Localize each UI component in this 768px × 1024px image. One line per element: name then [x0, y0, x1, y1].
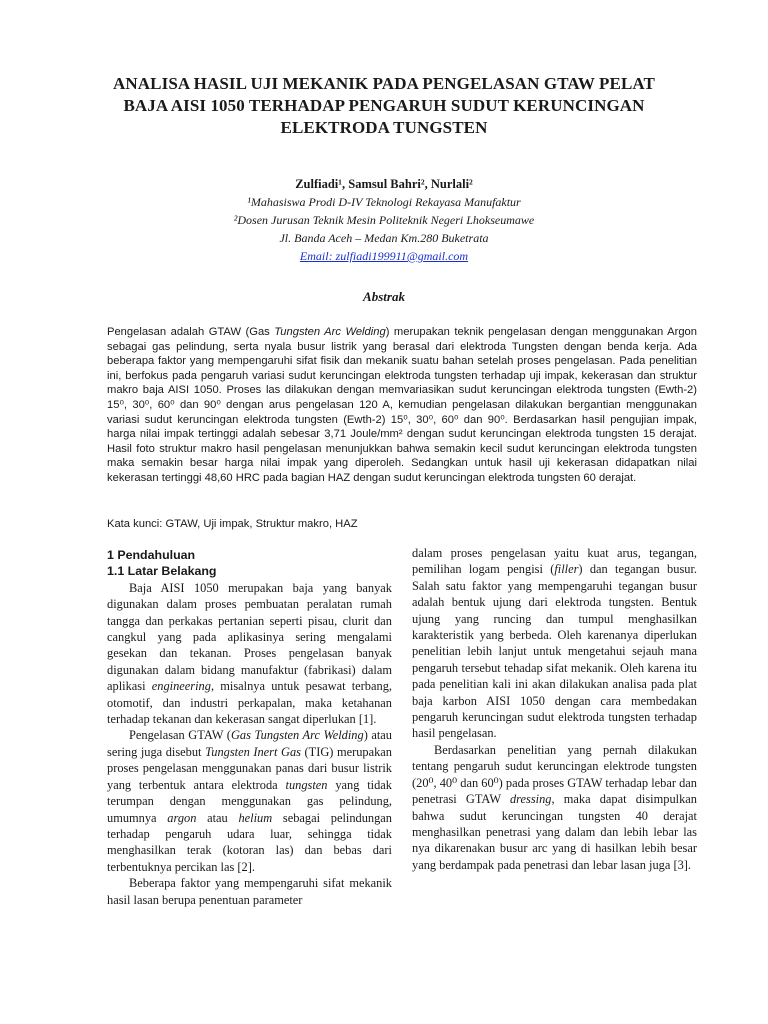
keywords: Kata kunci: GTAW, Uji impak, Struktur makro, HAZ [107, 518, 358, 530]
emphasis: filler [554, 562, 579, 577]
left-column [107, 545, 392, 908]
text: atau [196, 810, 239, 825]
title-line: ELEKTRODA TUNGSTEN [280, 118, 488, 137]
text: ) atau sering juga disebut [107, 728, 393, 759]
emphasis: Tungsten Inert Gas [205, 744, 301, 759]
section-heading: 1 Pendahuluan [107, 548, 196, 562]
text: Pengelasan GTAW ( [129, 728, 231, 743]
emphasis: engineering [151, 679, 211, 694]
affiliation-1: ¹Mahasiswa Prodi D-IV Teknologi Rekayasa Manufaktur [247, 195, 521, 209]
text: (TIG) merupakan proses pengelasan menggunakan panas dari busur listrik yang terbentuk antara elektroda [107, 744, 393, 792]
text: Berdasarkan penelitian yang pernah dilakukan tentang pengaruh sudut keruncingan elektrode tungsten (20⁰, 40⁰ dan 60⁰) pada proses GTAW terhadap lebar dan penetrasi GTAW [412, 742, 697, 807]
title-line: ANALISA HASIL UJI MEKANIK PADA PENGELASAN GTAW PELAT [113, 74, 655, 93]
emphasis: Gas Tungsten Arc Welding [230, 728, 364, 743]
abstract-heading: Abstrak [363, 289, 405, 304]
text: Baja AISI 1050 merupakan baja yang banyak digunakan dalam proses pembuatan peralatan rumah tangga dan perkakas pertanian seperti pisau, clurit dan cangkul yang pada aplikasinya sering mengalami gesekan dan tekanan. Proses pengelasan banyak digunakan dalam bidang manufaktur (fabrikasi) dalam aplikasi [107, 580, 392, 694]
author-names: Zulfiadi¹, Samsul Bahri², Nurlali² [295, 177, 473, 191]
author-email-link[interactable]: Email: zulfiadi199911@gmail.com [299, 249, 469, 263]
address: Jl. Banda Aceh – Medan Km.280 Buketrata [279, 231, 489, 245]
text: sebagai pelindungan terhadap pengaruh udara luar, sehingga tidak menghasilkan terak (kotoran las) dan bebas dari terbentuknya percikan las [2]. [107, 810, 393, 874]
abstract-text-part: Pengelasan adalah GTAW (Gas [107, 326, 275, 338]
text: yang tidak terumpan dengan menggunakan gas pelindung, umumnya [107, 777, 392, 825]
paragraph [412, 545, 697, 742]
text: ) dan tegangan busur. Salah satu faktor yang mempengaruhi tegangan busur adalah bentuk ujung dari elektroda tungsten. Bentuk ujung yang runcing dan tumpul menghasilkan karakteristik yang berbeda. Oleh karenanya diperlukan penelitian lebih lanjut untuk mengetahui sejauh mana pengaruh tersebut tehadap sifat mekanik. Oleh karena itu pada penelitian kali ini akan dilakukan analisa pada plat baja karbon AISI 1050 dengan cara membedakan pengaruh keruncingan sudut elektroda tungsten terhadap hasil pengelasan. [412, 562, 697, 741]
paragraph: Beberapa faktor yang mempengaruhi sifat mekanik hasil lasan berupa penentuan parameter [107, 876, 392, 907]
emphasis: tungsten [285, 777, 328, 792]
title-line: BAJA AISI 1050 TERHADAP PENGARUH SUDUT KERUNCINGAN [123, 96, 645, 115]
paper-title [90, 73, 678, 139]
right-column [412, 545, 697, 873]
emphasis: helium [238, 810, 273, 825]
abstract-emphasis: Tungsten Arc Welding [274, 326, 386, 338]
emphasis: dressing [509, 792, 552, 807]
paragraph [107, 580, 392, 728]
author-block [0, 175, 768, 265]
text: , maka dapat disimpulkan bahwa sudut keruncingan tungsten 40 derajat menghasilkan penetrasi yang dalam dan lebih lebar las nya dikarenakan busur arc yang di hasilkan lebih besar yang berdampak pada penetrasi dan lebar lasan juga [3]. [412, 792, 697, 872]
affiliation-2: ²Dosen Jurusan Teknik Mesin Politeknik Negeri Lhokseumawe [233, 213, 535, 227]
abstract-text [107, 325, 697, 486]
text: dalam proses pengelasan yaitu kuat arus, tegangan, pemilihan logam pengisi ( [412, 546, 697, 577]
paragraph [107, 727, 392, 875]
abstract-text-part: ) merupakan teknik pengelasan dengan menggunakan Argon sebagai gas pelindung, serta nyala busur listrik yang berasal dari elektroda Tungsten dengan benda kerja. Ada beberapa faktor yang mempengaruhi sifat fisik dan mekanik suatu bahan setelah proses pengelasan. Pada penelitian ini, berfokus pada pengaruh variasi sudut keruncingan elektroda tungsten terhadap uji impak, kekerasan dan struktur makro baja AISI 1050. Proses las dilakukan dengan memvariasikan sudut keruncingan elektroda tungsten (Ewth-2) 15⁰, 30⁰, 60⁰ dan 90⁰ dengan arus pengelasan 120 A, kemudian pengelasan dilakukan bergantian menggunakan variasi sudut keruncingan elektroda tungsten (Ewth-2) 15⁰, 30⁰, 60⁰ dan 90⁰. Berdasarkan hasil pengujian impak, harga nilai impak tertinggi adalah sebesar 3,71 Joule/mm² dengan sudut keruncingan elektroda tungsten 15 derajat. Hasil foto struktur makro hasil pengelasan menunjukkan bahwa semakin kecil sudut keruncingan elektroda tungsten maka semakin besar harga nilai impak yang diperoleh. Sedangkan untuk hasil uji kekerasan didapatkan nilai kekerasan tertinggi 48,60 HRC pada bagian HAZ dengan sudut keruncingan elektroda tungsten 60 derajat. [107, 326, 697, 484]
text: , misalnya untuk pesawat terbang, otomotif, dan industri perkapalan, maka ketahanan terhadap tekanan dan kekerasan sangat diperlukan [1]. [107, 679, 392, 727]
emphasis: argon [167, 810, 197, 825]
subsection-heading: 1.1 Latar Belakang [107, 564, 217, 579]
paragraph [412, 742, 697, 873]
